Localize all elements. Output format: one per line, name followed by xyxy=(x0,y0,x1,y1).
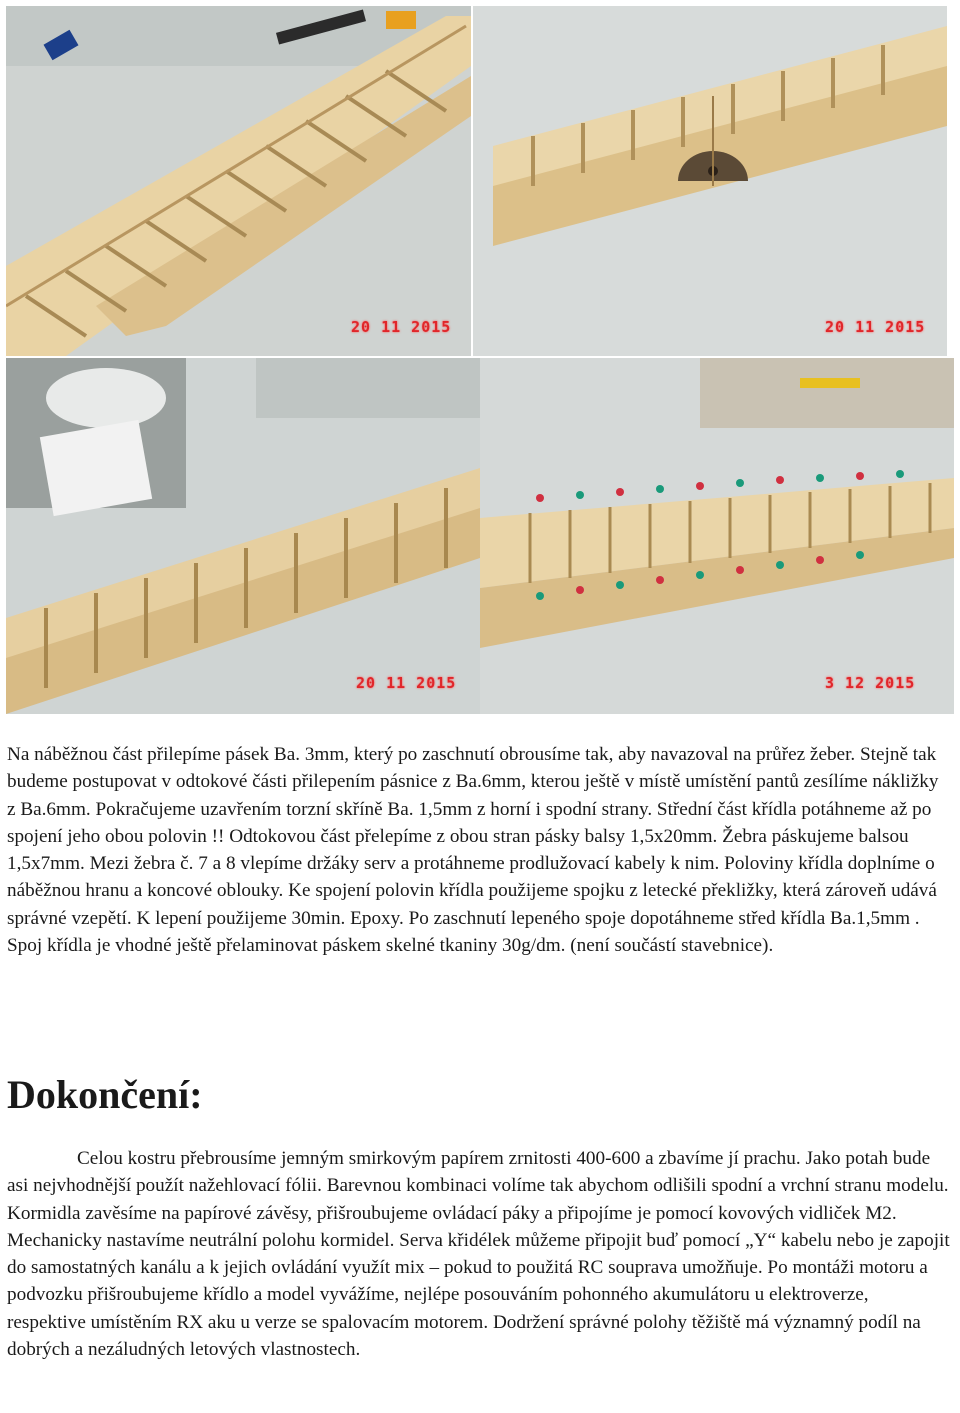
wing-frame-illustration xyxy=(6,6,471,356)
wing-frame-photo-2 xyxy=(473,6,947,356)
wing-ribs-pins-illustration xyxy=(480,358,954,714)
date-stamp: 3 12 2015 xyxy=(825,674,916,692)
wing-frame-photo-1 xyxy=(6,6,471,356)
wing-center-illustration xyxy=(473,6,947,356)
wing-frame-photo-4 xyxy=(480,358,954,714)
paragraph-finishing: Celou kostru přebrousíme jemným smirkovým papírem zrnitosti 400-600 a zbavíme jí prachu. Jako potah bude asi nejvhodnější použít nažehlovací fólii. Barevnou kombinaci volíme tak abychom odlišili spodní a vrchní stranu modelu. Kormidla zavěsíme na papírové závěsy, přišroubujeme ovládací páky a připojíme je pomocí kovových vidliček M2. Mechanicky nastavíme neutrální polohu kormidel. Serva křidélek můžeme připojit buď pomocí „Y“ kabelu nebo je zapojit do samostatných kanálu a k jejich ovládání využít mix – pokud to použitá RC souprava umožňuje. Po montáži motoru a podvozku přišroubujeme křídlo a model vyvážíme, nejlépe posouváním pohonného akumulátoru u elektroverze, respektive umístěním RX aku u verze se spalovacím motorem. Dodržení správné polohy těžiště má významný podíl na dobrých a nezáludných letových vlastnostech. xyxy=(7,1148,950,1361)
wing-sheeting-illustration xyxy=(6,358,480,714)
date-stamp: 20 11 2015 xyxy=(825,318,926,336)
paragraph-wing-assembly: Na náběžnou část přilepíme pásek Ba. 3mm, který po zaschnutí obrousíme tak, aby navazoval na průřez žeber. Stejně tak budeme postupovat v odtokové části přilepením pásnice z Ba.6mm, kterou ještě v místě umístění pantů zesílíme nákližky z Ba.6mm. Pokračujeme uzavřením torzní skříně Ba. 1,5mm z horní i spodní strany. Střední část křídla potáhneme až po spojení jeho obou polovin !! Odtokovou část přelepíme z obou stran pásky balsy 1,5x20mm. Žebra páskujeme balsou 1,5x7mm. Mezi žebra č. 7 a 8 vlepíme držáky serv a protáhneme prodlužovací kabely k nim. Poloviny křídla doplníme o náběžnou hranu a koncové oblouky. Ke spojení polovin křídla použijeme spojku z letecké překližky, která zároveň udává správné vzepětí. K lepení použijeme 30min. Epoxy. Po zaschnutí lepeného spoje dopotáhneme střed křídla Ba.1,5mm . Spoj křídla je vhodné ještě přelaminovat páskem skelné tkaniny 30g/dm. (není součástí stavebnice). xyxy=(7,744,939,957)
date-stamp: 20 11 2015 xyxy=(351,318,452,336)
date-stamp: 20 11 2015 xyxy=(356,674,457,692)
wing-frame-photo-3 xyxy=(6,358,480,714)
section-heading: Dokončení: xyxy=(7,1072,203,1117)
